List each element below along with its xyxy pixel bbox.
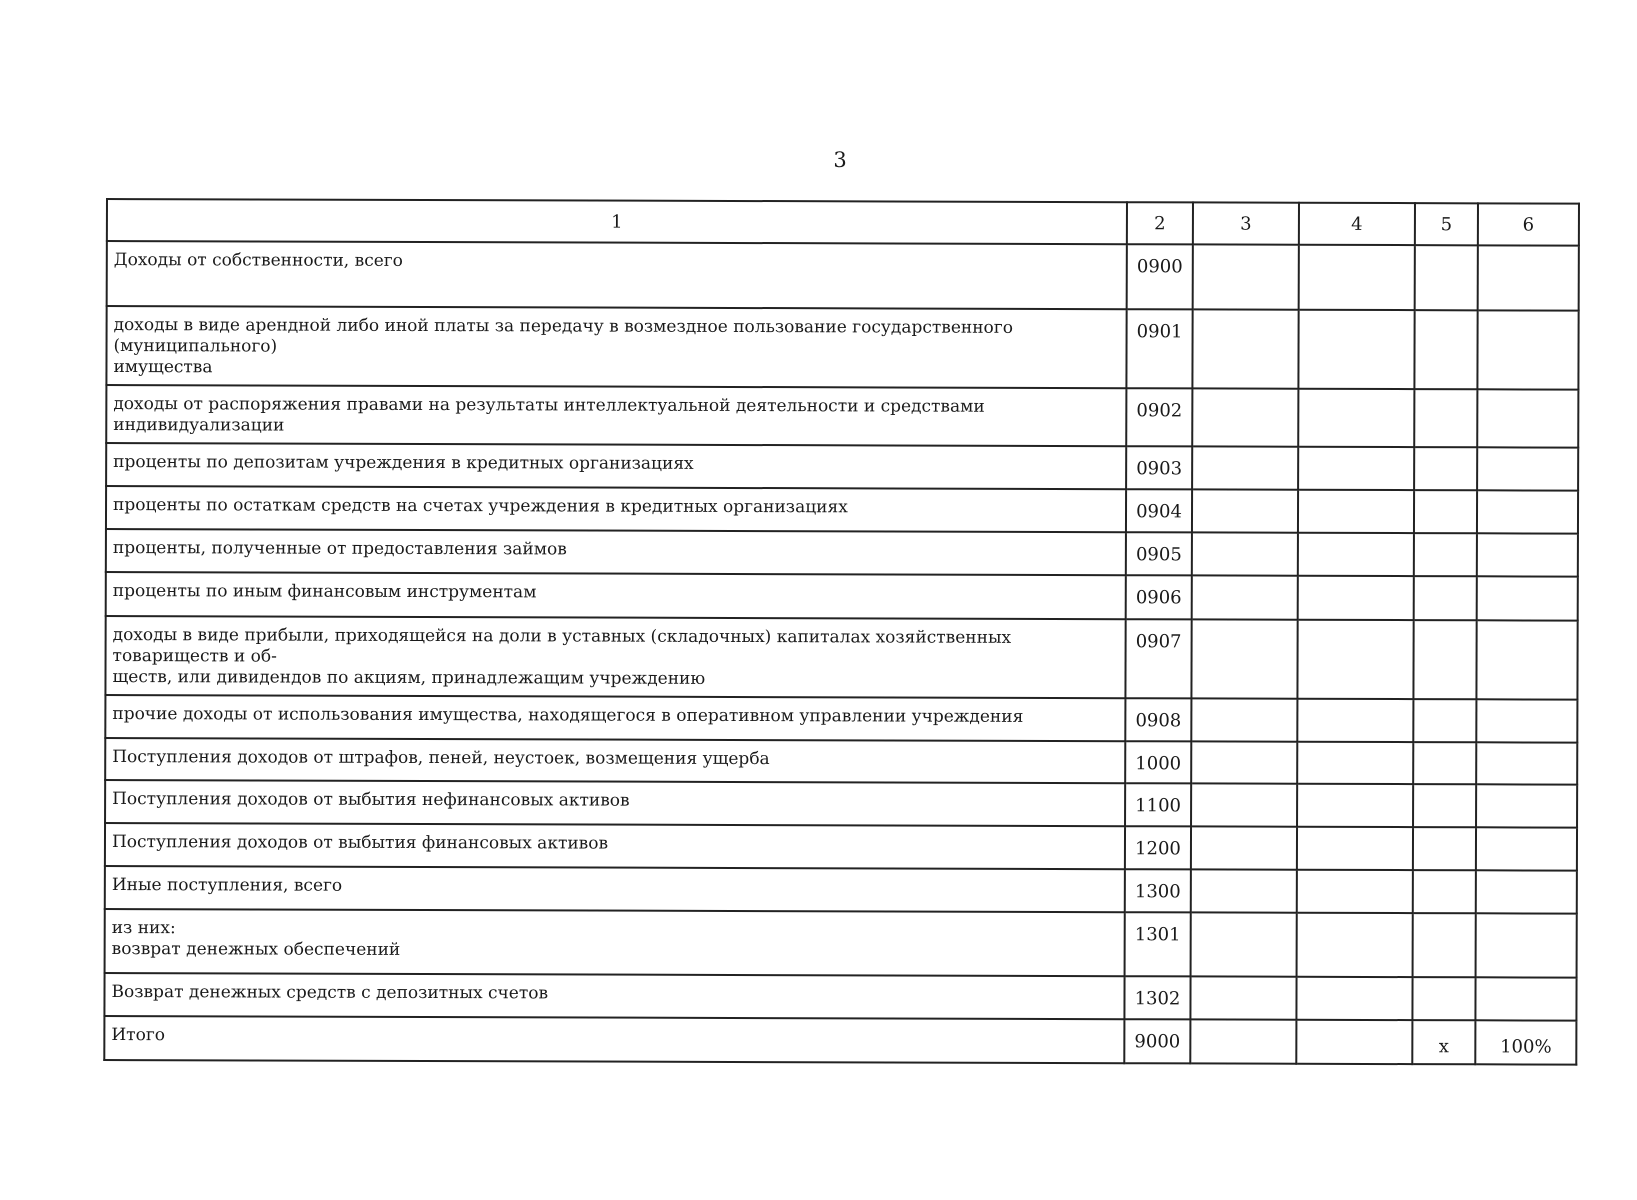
row-col4 <box>1296 1020 1412 1064</box>
table-row <box>106 443 1578 491</box>
table-row <box>105 823 1577 871</box>
col-header-6: 6 <box>1478 203 1579 245</box>
table-row <box>107 241 1579 311</box>
row-col5 <box>1413 870 1476 913</box>
row-col5 <box>1414 576 1477 620</box>
row-col5 <box>1414 533 1477 576</box>
row-description-line: доходы в виде арендной либо иной платы за передачу в возмездное пользование государственного (муниципального) <box>113 315 1013 357</box>
row-col6 <box>1476 827 1577 870</box>
row-col3 <box>1193 244 1299 309</box>
table-row <box>106 306 1578 390</box>
row-col6 <box>1476 870 1577 913</box>
table-row <box>105 866 1577 914</box>
row-col6 <box>1476 699 1577 742</box>
row-col5 <box>1413 827 1476 870</box>
row-description <box>105 780 1125 826</box>
row-col4 <box>1296 977 1412 1020</box>
row-col4 <box>1297 913 1413 977</box>
row-description-line: Поступления доходов от выбытия нефинансовых активов <box>112 789 630 811</box>
col-header-2: 2 <box>1127 202 1193 244</box>
header-row <box>107 199 1579 246</box>
row-col4 <box>1298 389 1414 447</box>
row-col3 <box>1192 388 1298 446</box>
row-description <box>105 866 1125 912</box>
row-col3 <box>1191 783 1297 826</box>
row-code: 1300 <box>1125 869 1191 912</box>
row-col6: 100% <box>1475 1020 1576 1064</box>
row-description-line: Итого <box>111 1025 166 1046</box>
row-code: 0906 <box>1126 575 1192 619</box>
row-col6 <box>1477 533 1578 576</box>
row-description-line: возврат денежных обеспечений <box>111 939 401 960</box>
row-col5 <box>1414 389 1477 447</box>
row-col6 <box>1476 742 1577 784</box>
row-col5 <box>1414 310 1477 389</box>
row-col6 <box>1476 913 1577 977</box>
row-col4 <box>1298 310 1414 389</box>
row-code: 0904 <box>1126 489 1192 532</box>
row-col4 <box>1298 447 1414 490</box>
row-description-line: из них: <box>111 918 176 939</box>
col-header-5: 5 <box>1415 203 1478 245</box>
row-code: 1200 <box>1125 826 1191 869</box>
row-col6 <box>1477 389 1578 447</box>
total-label <box>104 1016 1124 1063</box>
table-row <box>105 780 1577 828</box>
row-code: 0901 <box>1126 309 1192 388</box>
row-col3 <box>1192 532 1298 575</box>
table-row <box>106 529 1578 577</box>
row-col5 <box>1413 913 1476 977</box>
row-description <box>104 973 1124 1019</box>
row-col3 <box>1190 976 1296 1019</box>
row-description <box>105 823 1125 869</box>
row-code: 0908 <box>1125 698 1191 741</box>
row-description-line: ществ, или дивидендов по акциям, принадлежащим учреждению <box>112 667 706 689</box>
table-row <box>105 738 1577 785</box>
row-col4 <box>1298 576 1414 620</box>
row-col5 <box>1413 742 1476 784</box>
row-col3 <box>1192 575 1298 619</box>
row-col3 <box>1191 912 1297 976</box>
row-col5: х <box>1412 1020 1475 1064</box>
col-header-3: 3 <box>1193 202 1299 244</box>
row-code: 0903 <box>1126 446 1192 489</box>
row-col4 <box>1299 245 1415 310</box>
row-code: 0902 <box>1126 388 1192 446</box>
row-description-line: доходы от распоряжения правами на результаты интеллектуальной деятельности и средствами индивидуализации <box>113 394 985 436</box>
table-row <box>105 695 1577 743</box>
row-col3 <box>1191 826 1297 869</box>
row-col5 <box>1414 490 1477 533</box>
row-col6 <box>1475 977 1576 1020</box>
row-col6 <box>1476 784 1577 827</box>
row-description <box>105 695 1125 741</box>
row-description <box>106 385 1126 446</box>
row-description <box>106 443 1126 489</box>
row-description <box>106 529 1126 575</box>
row-col6 <box>1477 447 1578 490</box>
row-col5 <box>1412 977 1475 1020</box>
row-col4 <box>1297 742 1413 784</box>
row-description <box>105 616 1125 698</box>
row-description-line: Доходы от собственности, всего <box>113 250 403 271</box>
table-row <box>106 572 1578 621</box>
row-description <box>106 486 1126 532</box>
row-col4 <box>1298 533 1414 576</box>
row-description-line: проценты по депозитам учреждения в кредитных организациях <box>113 452 694 474</box>
row-col6 <box>1476 620 1577 699</box>
row-col4 <box>1297 620 1413 699</box>
row-description <box>105 909 1125 976</box>
row-code: 0905 <box>1126 532 1192 575</box>
row-code: 1000 <box>1125 741 1191 783</box>
row-description-line: проценты по иным финансовым инструментам <box>112 581 537 603</box>
row-code: 1100 <box>1125 783 1191 826</box>
table-row <box>105 616 1577 700</box>
row-col5 <box>1413 699 1476 742</box>
row-code: 0907 <box>1125 619 1191 698</box>
row-col3 <box>1191 741 1297 783</box>
row-code: 1301 <box>1125 912 1191 976</box>
row-description-line: Возврат денежных средств с депозитных счетов <box>111 982 549 1004</box>
page-number: 3 <box>833 148 847 172</box>
row-col4 <box>1297 784 1413 827</box>
row-col3 <box>1190 1019 1296 1063</box>
row-description <box>106 572 1126 619</box>
row-description-line: доходы в виде прибыли, приходящейся на доли в уставных (складочных) капиталах хозяйственных товариществ и об- <box>112 625 1012 667</box>
row-code: 0900 <box>1127 244 1193 309</box>
row-description-line: проценты по остаткам средств на счетах учреждения в кредитных организациях <box>113 495 848 518</box>
table-row <box>106 385 1578 448</box>
row-col3 <box>1192 309 1298 388</box>
row-code: 1302 <box>1124 976 1190 1019</box>
row-col5 <box>1414 447 1477 490</box>
row-description-line: Поступления доходов от штрафов, пеней, неустоек, возмещения ущерба <box>112 747 770 770</box>
income-table <box>103 198 1580 1066</box>
row-col3 <box>1191 698 1297 741</box>
table-row <box>106 486 1578 534</box>
row-col6 <box>1477 576 1578 620</box>
row-col3 <box>1192 446 1298 489</box>
row-col4 <box>1298 490 1414 533</box>
col-header-1: 1 <box>107 199 1127 244</box>
row-col3 <box>1191 619 1297 698</box>
row-description-line: имущества <box>113 357 213 378</box>
row-col5 <box>1415 245 1478 310</box>
row-description-line: прочие доходы от использования имущества, находящегося в оперативном управлении учреждения <box>112 704 1024 727</box>
table-row-total <box>104 1016 1576 1065</box>
row-col5 <box>1413 620 1476 699</box>
row-description <box>105 738 1125 783</box>
row-col3 <box>1191 869 1297 912</box>
table-row <box>104 973 1576 1021</box>
row-col6 <box>1477 310 1578 389</box>
col-header-4: 4 <box>1299 203 1415 245</box>
row-description-line: Поступления доходов от выбытия финансовых активов <box>111 832 609 854</box>
row-col3 <box>1192 489 1298 532</box>
row-col6 <box>1478 245 1579 310</box>
row-description <box>107 241 1127 309</box>
row-col4 <box>1297 827 1413 870</box>
row-col4 <box>1297 699 1413 742</box>
row-col6 <box>1477 490 1578 533</box>
row-col5 <box>1413 784 1476 827</box>
row-description <box>106 306 1126 388</box>
row-description-line: Иные поступления, всего <box>111 875 343 896</box>
row-code: 9000 <box>1124 1019 1190 1063</box>
row-description-line: проценты, полученные от предоставления займов <box>112 538 567 560</box>
row-col4 <box>1297 870 1413 913</box>
table-row <box>105 909 1577 978</box>
